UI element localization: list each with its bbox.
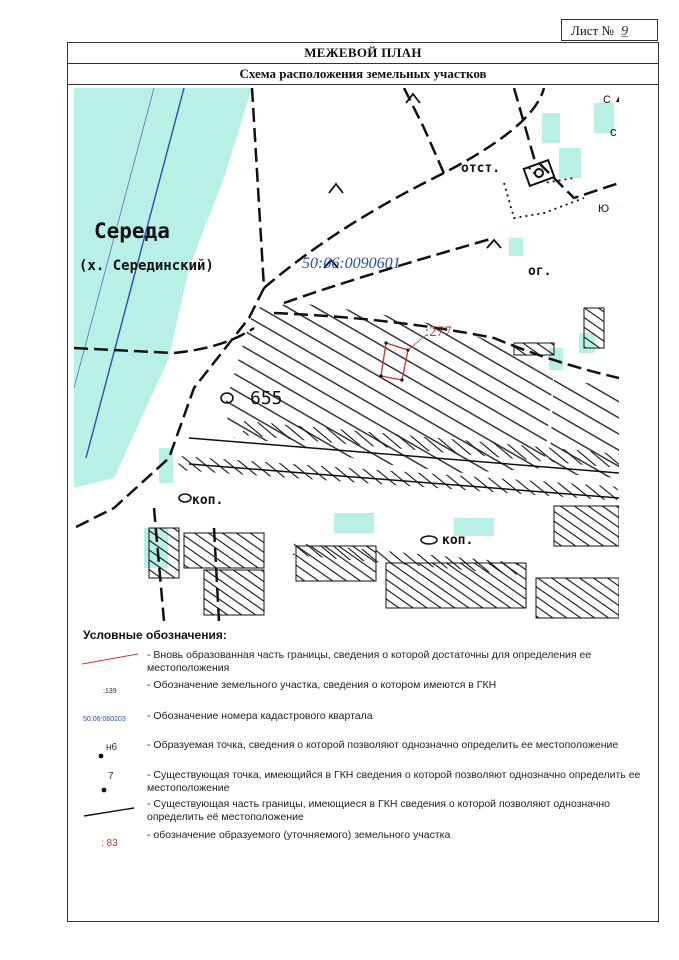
existing-point-dot-icon <box>70 768 145 798</box>
structure-otst <box>524 160 555 186</box>
existing-point-symbol-label: 7 <box>108 771 114 782</box>
label-kop-1: коп. <box>192 493 224 508</box>
new-boundary-symbol <box>70 648 145 678</box>
legend-item-new-boundary <box>70 648 650 676</box>
slope-markers <box>324 94 501 268</box>
new-point-dot-icon <box>70 738 145 768</box>
legend-item-cadastral-block <box>70 709 650 729</box>
compass-south-letter: Ю <box>598 203 610 215</box>
legend-text-new-boundary: - Вновь образованная часть границы, сведения о которой достаточны для определения ее местоположения <box>147 649 592 674</box>
label-og: ог. <box>528 264 552 279</box>
legend-text-existing-parcel: - Обозначение земельного участка, сведения о котором имеются в ГКН <box>147 679 497 691</box>
legend-item-new-point <box>70 738 650 766</box>
sheet-number: 9 <box>621 24 629 39</box>
parcel-277-label: :277 <box>425 324 452 340</box>
compass-arrowhead <box>616 92 619 102</box>
point-655-label: 655 <box>250 388 283 409</box>
cadastral-block-symbol-label: 50:06:060203 <box>83 716 126 723</box>
legend-text-existing-boundary: - Существующая часть границы, имеющиеся в ГКН сведения о которой позволяют однозначно определить её местоположение <box>147 798 611 823</box>
label-otst: отст. <box>461 161 501 176</box>
document-title: МЕЖЕВОЙ ПЛАН <box>68 43 658 64</box>
corner-letter: с <box>610 124 617 139</box>
existing-boundary-symbol <box>70 797 145 827</box>
sheet-number-box <box>561 19 658 41</box>
map-svg <box>74 88 619 621</box>
sheet-label: Лист № <box>571 23 614 38</box>
village-name: Середа <box>94 219 170 243</box>
legend-item-existing-boundary <box>70 797 650 825</box>
document-subtitle: Схема расположения земельных участков <box>68 63 658 85</box>
legend-title: Условные обозначения: <box>83 628 227 642</box>
existing-parcel-symbol-label: :139 <box>103 688 117 695</box>
legend-item-existing-parcel <box>70 678 650 698</box>
village-alt-name: (х. Серединский) <box>79 258 214 274</box>
legend-item-existing-point <box>70 768 650 798</box>
cadastral-block-label: 50:06:0090601 <box>302 255 401 272</box>
land-plot-map <box>74 88 619 621</box>
label-kop-2: коп. <box>442 533 474 548</box>
legend-text-cadastral-block: - Обозначение номера кадастрового квартала <box>147 710 373 722</box>
compass-north-letter: С <box>603 94 611 106</box>
legend-text-formed-parcel: - обозначение образуемого (уточняемого) земельного участка <box>147 829 451 841</box>
new-point-symbol-label: н6 <box>106 742 118 753</box>
legend-text-existing-point: - Существующая точка, имеющийся в ГКН сведения о которой позволяют однозначно определить ее местоположение <box>147 769 641 794</box>
legend-text-new-point: - Образуемая точка, сведения о которой позволяют однозначно определить ее местоположение <box>147 739 619 751</box>
formed-parcel-symbol-label: : 83 <box>101 838 118 849</box>
legend-item-formed-parcel <box>70 829 650 849</box>
